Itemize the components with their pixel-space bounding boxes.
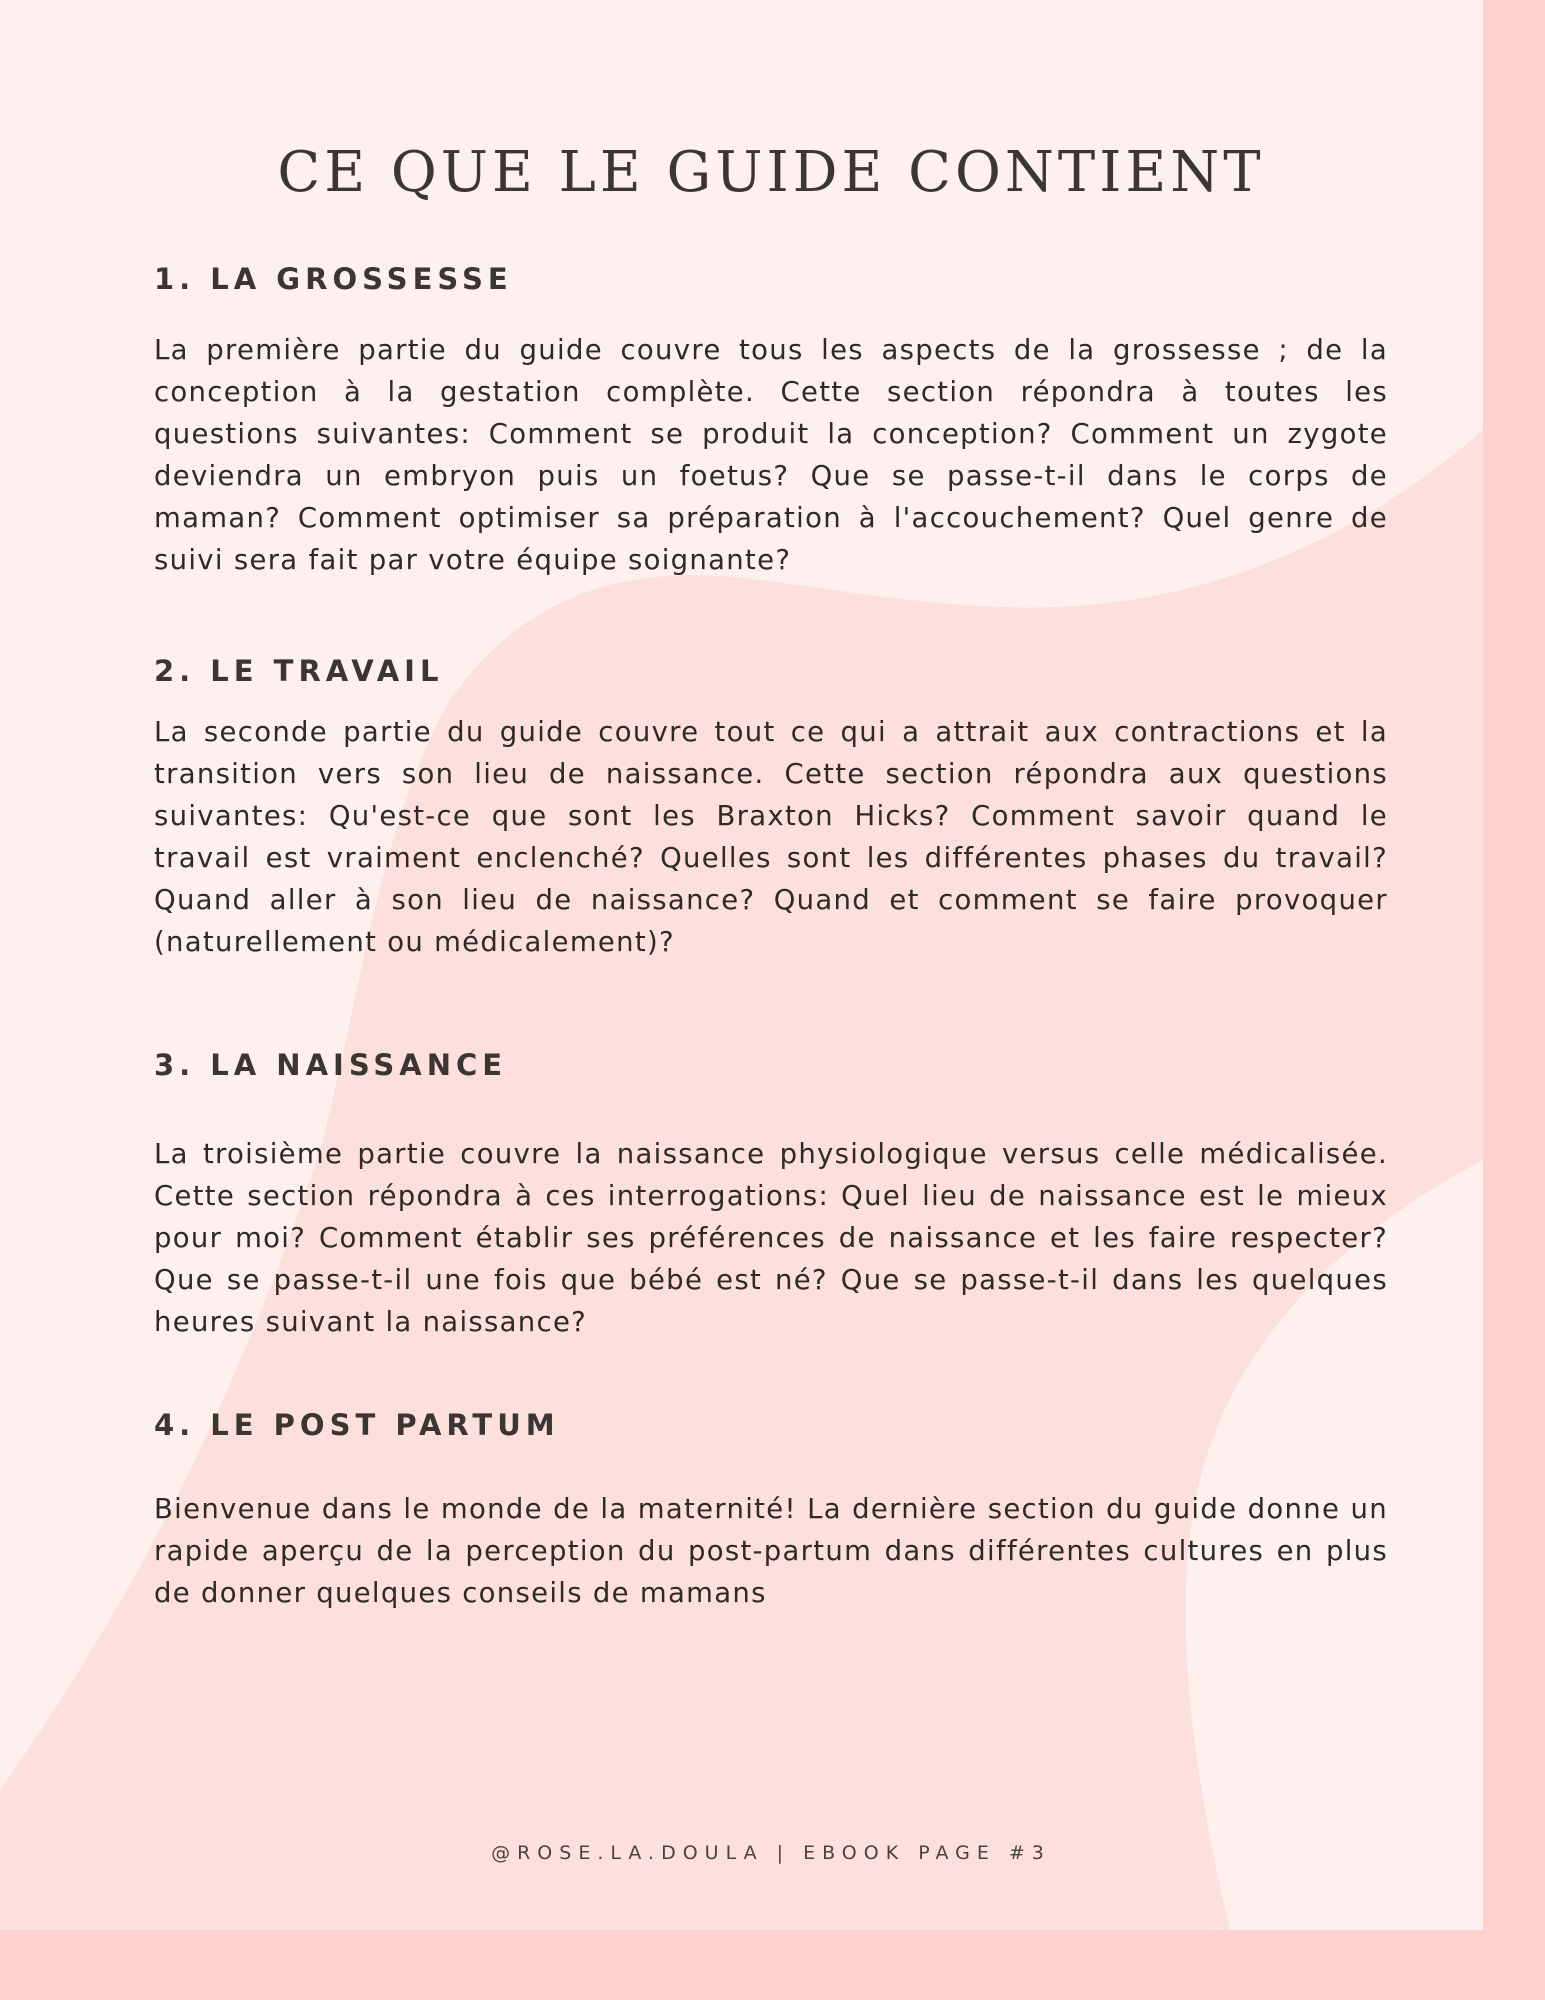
section-heading: 4. LE POST PARTUM [154, 1408, 560, 1442]
section-heading: 3. LA NAISSANCE [154, 1048, 508, 1082]
page-title: CE QUE LE GUIDE CONTIENT [277, 140, 1265, 205]
section-heading: 2. LE TRAVAIL [154, 654, 444, 688]
section-paragraph: Bienvenue dans le monde de la maternité! La dernière section du guide donne un rapide aperçu de la perception du post-partum dans différentes cultures en plus de donner quelques conseils de mamans [154, 1493, 1388, 1609]
section-paragraph: La seconde partie du guide couvre tout ce qui a attrait aux contractions et la transition vers son lieu de naissance. Cette section répondra aux questions suivantes: Qu'est-ce que sont les Braxton Hicks? Comment savoir quand le travail est vraiment enclenché? Quelles sont les différentes phases du travail? Quand aller à son lieu de naissance? Quand et comment se faire provoquer (naturellement ou médicalement)? [154, 716, 1388, 958]
section-heading: 1. LA GROSSESSE [154, 262, 513, 296]
section-paragraph: La troisième partie couvre la naissance physiologique versus celle médicalisée. Cette section répondra à ces interrogations: Quel lieu de naissance est le mieux pour moi? Comment établir ses préférences de naissance et les faire respecter? Que se passe-t-il une fois que bébé est né? Que se passe-t-il dans les quelques heures suivant la naissance? [154, 1138, 1388, 1338]
page-footer: @ROSE.LA.DOULA | EBOOK PAGE #3 [491, 1842, 1051, 1864]
section-paragraph: La première partie du guide couvre tous les aspects de la grossesse ; de la conception à la gestation complète. Cette section répondra à toutes les questions suivantes: Comment se produit la conception? Comment un zygote deviendra un embryon puis un foetus? Que se passe-t-il dans le corps de maman? Comment optimiser sa préparation à l'accouchement? Quel genre de suivi sera fait par votre équipe soignante? [154, 334, 1388, 576]
